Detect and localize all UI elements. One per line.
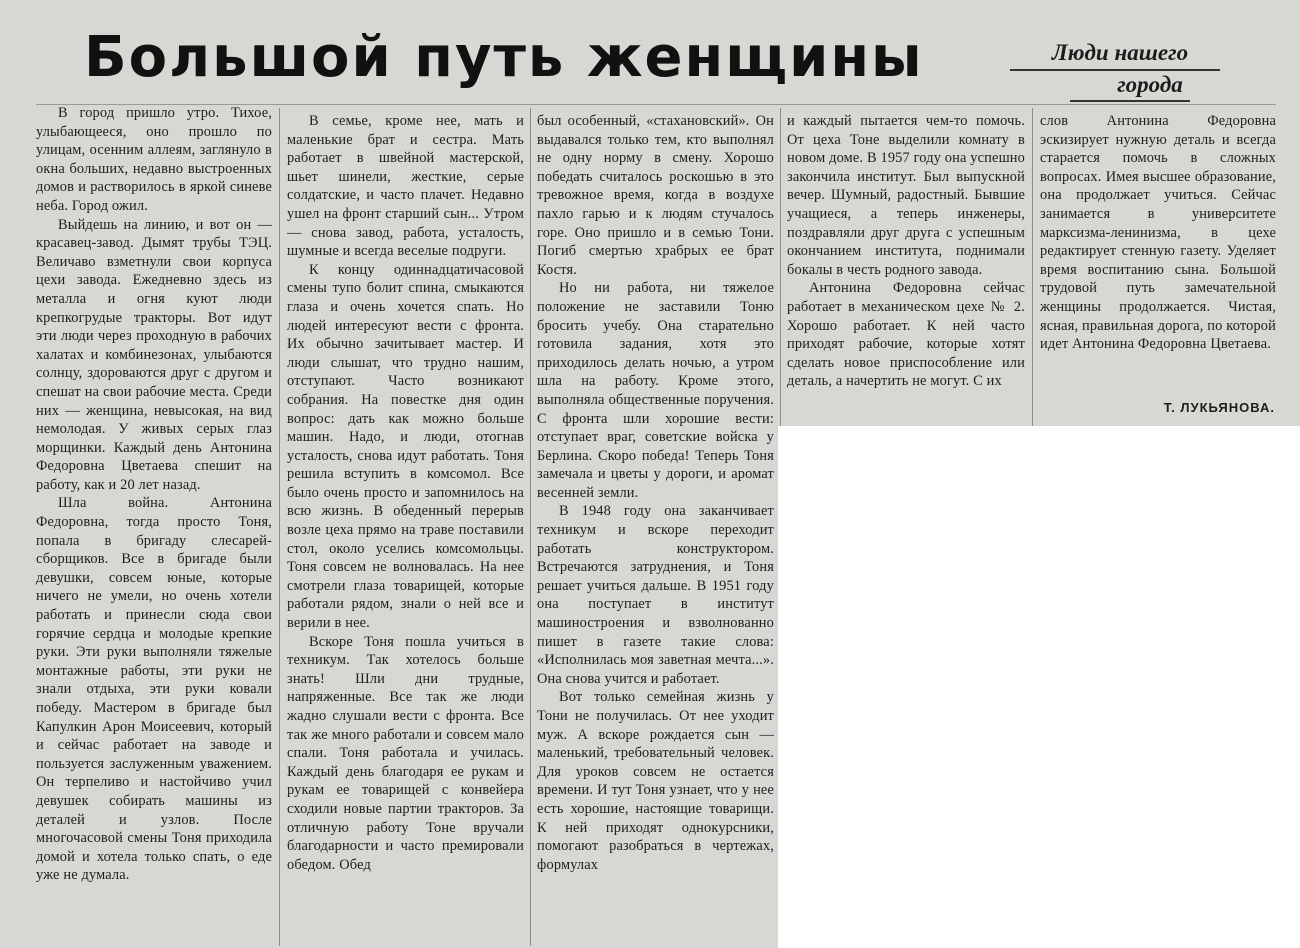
column-divider (530, 108, 531, 946)
article-column-1 (36, 104, 272, 946)
column-divider (1032, 108, 1033, 426)
column-divider (780, 108, 781, 426)
paragraph: В семье, кроме нее, мать и маленькие брат и сестра. Мать работает в швейной мастерской, шьет шинели, жесткие, серые солдатские, и часто плачет. Недавно ушел на фронт старший сын... Утром — снова завод, работа, усталость, шумные и всегда веселые подруги. (287, 113, 524, 260)
paragraph: В город пришло утро. Тихое, улыбающееся, оно прошло по улицам, осенним аллеям, заглянуло в окна больших, недавно выстроенных домов и растворилось в яркой синеве неба. Город ожил. (36, 105, 272, 214)
column-divider (279, 108, 280, 946)
paragraph: Выйдешь на линию, и вот он — красавец-завод. Дымят трубы ТЭЦ. Величаво взметнули свои корпуса цехи завода. Ежедневно здесь из металла и огня куют люди крепкогрудые тракторы. Вот идут эти люди через проходную в рабочих халатах и комбинезонах, улыбаются солнцу, здороваются друг с другом и спешат на свои рабочие места. Среди них — женщина, невысокая, на вид немолодая. У живых серых глаз морщинки. Каждый день Антонина Федоровна Цветаева спешит на работу, как и 20 лет назад. (36, 216, 272, 493)
paragraph: слов Антонина Федоровна эскизирует нужную деталь и всегда старается помочь в сложных вопросах. Имея высшее образование, она продолжает учиться. Сейчас занимается в университете марксизма-ленинизма, в цехе редактирует стенную газету. Уделяет время воспитанию сына. Большой трудовой путь замечательной женщины продолжается. Чистая, ясная, правильная дорога, по которой идет Антонина Федоровна Цветаева. (1040, 113, 1276, 353)
rubric-line-1: Люди нашего (1051, 40, 1189, 65)
article-column-5 (1040, 112, 1276, 412)
rubric-underline-2 (1070, 100, 1190, 102)
paragraph: был особенный, «стахановский». Он выдавался только тем, кто выполнял не одну норму в смену. Хорошо победать считалось роскошью в это тревожное время, когда в воздухе пахло гарью и к людям стучалось горе. Оно пришло и в семью Тони. Погиб смертью храбрых ее брат Костя. (537, 113, 774, 278)
paragraph: В 1948 году она заканчивает техникум и вскоре переходит работать конструктором. Встречаются затруднения, и Тоня решает учиться дальше. В 1951 году она поступает в институт машиностроения и взволнованно пишет в газете такие слова: «Исполнилась моя заветная мечта...». Она снова учится и работает. (537, 503, 774, 687)
rubric (1010, 38, 1230, 102)
headline: Большой путь женщины (84, 25, 924, 90)
author-signature: Т. ЛУКЬЯНОВА. (1163, 400, 1275, 415)
rubric-line-2: города (1117, 72, 1183, 97)
paragraph: и каждый пытается чем-то помочь. От цеха Тоне выделили комнату в новом доме. В 1957 году она успешно закончила институт. Был выпускной вечер. Шумный, радостный. Бывшие учащиеся, а теперь инженеры, поздравляли друг друга с успешным окончанием института, поднимали бокалы в честь родного завода. (787, 113, 1025, 278)
paragraph: К концу одиннадцатичасовой смены тупо болит спина, смыкаются глаза и очень хочется спать. Но людей интересуют вести с фронта. Их обычно зачитывает мастер. И люди слышат, что трудно нашим, отступают. Часто возникают собрания. На повестке дня один вопрос: дать как можно больше машин. Надо, и люди, отогнав усталость, снова идут работать. Тоня решила вступить в комсомол. Все было очень просто и запомнилось на всю жизнь. В обеденный перерыв возле цеха прямо на траве поставили стол, около уселись комсомольцы. Тоня совсем не волновалась. На нее смотрели глаза товарищей, которые работали рядом, знали о ней все и верили в нее. (287, 261, 524, 632)
article-column-3 (537, 112, 774, 946)
paragraph: Вскоре Тоня пошла учиться в техникум. Так хотелось больше знать! Шли дни трудные, напряженные. Все так же люди жадно слушали вести с фронта. Все так же много работали и совсем мало спали. Тоня работала и училась. Каждый день благодаря ее рукам и рукам ее товарищей с конвейера сходили новые партии тракторов. За отличную работу Тоне вручали благодарности и часто премировали обедом. Обед (287, 633, 524, 873)
paragraph: Антонина Федоровна сейчас работает в механическом цехе № 2. Хорошо работает. К ней часто приходят рабочие, которые хотят сделать новое приспособление или деталь, а начертить не могут. С их (787, 280, 1025, 390)
paragraph: Вот только семейная жизнь у Тони не получилась. От нее уходит муж. А вскоре рождается сын — маленький, требовательный человек. Для уроков совсем не остается времени. И тут Тоня узнает, что у нее есть хорошие, настоящие товарищи. К ней приходят однокурсники, помогают разобраться в чертежах, формулах (537, 689, 774, 873)
paragraph: Шла война. Антонина Федоровна, тогда просто Тоня, попала в бригаду слесарей-сборщиков. Все в бригаде были девушки, совсем юные, которые ничего не умели, но очень хотели работать и принесли сюда свои горячие сердца и молодые крепкие руки. Эти руки выполняли тяжелые монтажные работы, эти руки не знали отдыха, эти руки ковали победу. Мастером в бригаде был Капулкин Арон Моисеевич, который и сейчас работает на заводе и пользуется заслуженным уважением. Он терпеливо и настойчиво учил девушек собирать машины из деталей и узлов. После многочасовой смены Тоня приходила домой и хотела только спать, о еде уже не думала. (36, 495, 272, 884)
paragraph: Но ни работа, ни тяжелое положение не заставили Тоню бросить учебу. Она старательно готовила задания, хотя это приходилось делать ночью, а утром шла на работу. Кроме этого, выполняла общественные поручения. С фронта шли хорошие вести: отступает враг, советские войска у Берлина. Скоро победа! Теперь Тоня замечала и цветы у дороги, и аромат весенней земли. (537, 280, 774, 501)
article-column-2 (287, 112, 524, 946)
article-column-4 (787, 112, 1025, 420)
